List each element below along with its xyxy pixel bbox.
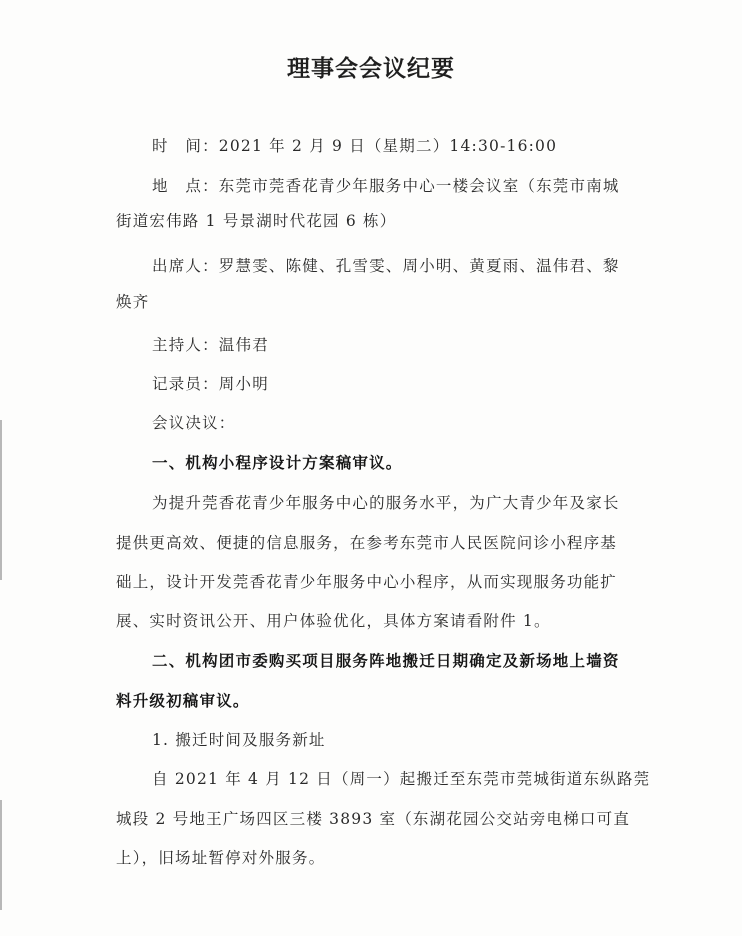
- section-1-para: 为提升莞香花青少年服务中心的服务水平，为广大青少年及家长: [152, 494, 620, 512]
- attendees: 出席人：罗慧雯、陈健、孔雪雯、周小明、黄夏雨、温伟君、黎: [152, 257, 620, 275]
- scan-edge-mark: [0, 420, 2, 580]
- section-1-heading: 一、机构小程序设计方案稿审议。: [152, 453, 403, 472]
- scan-edge-mark: [0, 800, 2, 910]
- section-1-para: 提供更高效、便捷的信息服务，在参考东莞市人民医院问诊小程序基: [116, 534, 618, 552]
- page-title: 理事会会议纪要: [287, 55, 455, 82]
- section-2-heading-cont: 料升级初稿审议。: [116, 691, 250, 710]
- section-1-para: 础上，设计开发莞香花青少年服务中心小程序，从而实现服务功能扩: [116, 573, 618, 591]
- subsection-1-para: 城段 2 号地王广场四区三楼 3893 室（东湖花园公交站旁电梯口可直: [116, 810, 631, 828]
- recorder: 记录员：周小明: [152, 375, 269, 393]
- subsection-1-para: 上），旧场址暂停对外服务。: [116, 849, 326, 867]
- section-1-para: 展、实时资讯公开、用户体验优化，具体方案请看附件 1。: [116, 612, 551, 630]
- resolutions-label: 会议决议：: [152, 414, 236, 432]
- attendees-cont: 焕齐: [116, 293, 150, 311]
- host: 主持人：温伟君: [152, 336, 269, 354]
- meeting-location: 地 点：东莞市莞香花青少年服务中心一楼会议室（东莞市南城: [152, 177, 620, 195]
- subsection-1-para: 自 2021 年 4 月 12 日（周一）起搬迁至东莞市莞城街道东纵路莞: [152, 770, 651, 788]
- section-2-heading: 二、机构团市委购买项目服务阵地搬迁日期确定及新场地上墙资: [152, 651, 620, 670]
- subsection-1-heading: 1. 搬迁时间及服务新址: [152, 731, 326, 749]
- meeting-location-cont: 街道宏伟路 1 号景湖时代花园 6 栋）: [116, 212, 397, 230]
- meeting-time: 时 间：2021 年 2 月 9 日（星期二）14:30-16:00: [152, 137, 558, 155]
